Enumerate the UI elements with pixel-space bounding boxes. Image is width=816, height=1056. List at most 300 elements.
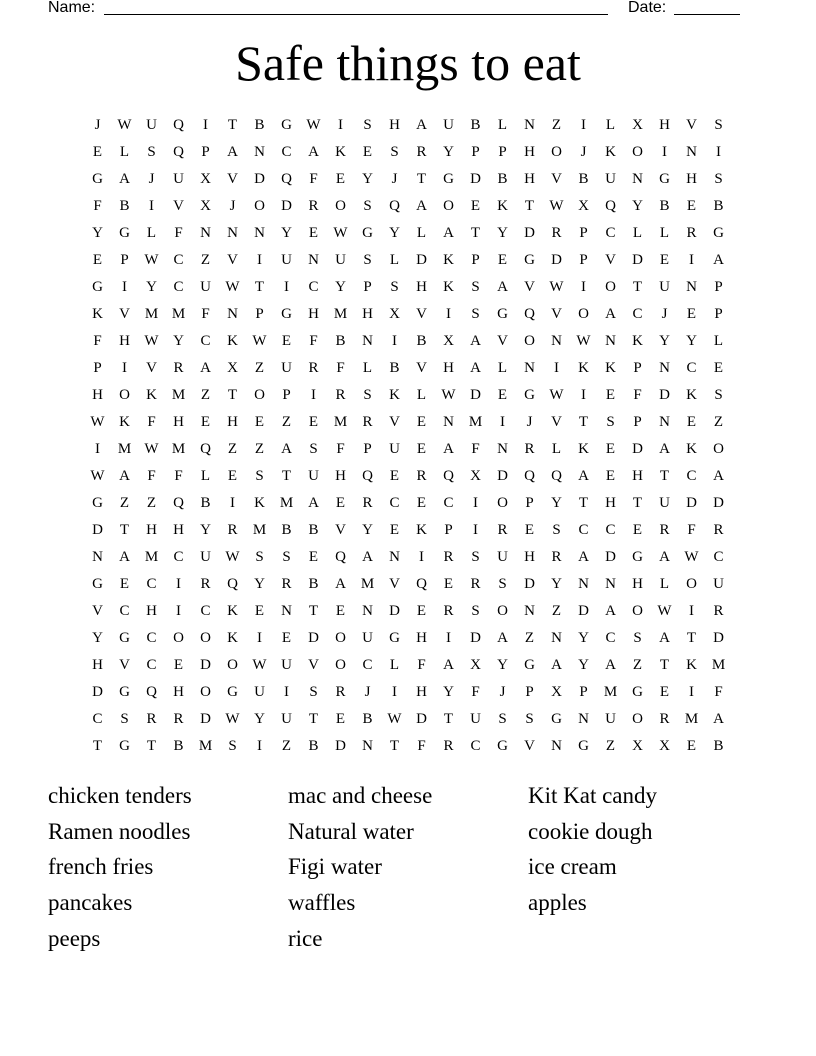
grid-letter[interactable]: Y [578,657,589,673]
grid-letter[interactable]: B [308,576,319,592]
grid-letter[interactable]: A [119,171,130,187]
grid-letter[interactable]: I [95,441,100,457]
grid-letter[interactable]: V [308,657,319,673]
grid-letter[interactable]: L [389,657,400,673]
grid-letter[interactable]: P [714,279,723,295]
grid-letter[interactable]: E [308,549,319,565]
grid-letter[interactable]: V [551,306,562,322]
grid-letter[interactable]: D [335,738,346,754]
grid-letter[interactable]: I [122,279,127,295]
grid-letter[interactable]: H [173,684,184,700]
grid-letter[interactable]: E [686,414,697,430]
grid-letter[interactable]: O [632,144,643,160]
grid-letter[interactable]: N [362,738,373,754]
grid-letter[interactable]: M [711,657,726,673]
grid-letter[interactable]: Y [281,225,292,241]
grid-letter[interactable]: M [252,522,267,538]
grid-letter[interactable]: M [171,441,186,457]
grid-letter[interactable]: A [443,225,454,241]
grid-letter[interactable]: H [389,117,400,133]
grid-letter[interactable]: S [525,711,534,727]
grid-letter[interactable]: R [362,414,373,430]
grid-letter[interactable]: K [578,441,589,457]
grid-letter[interactable]: A [713,711,724,727]
grid-letter[interactable]: B [389,360,400,376]
grid-letter[interactable]: W [549,387,564,403]
grid-letter[interactable]: N [605,576,616,592]
grid-letter[interactable]: H [119,333,130,349]
grid-letter[interactable]: P [498,144,507,160]
grid-letter[interactable]: N [524,603,535,619]
grid-letter[interactable]: F [471,684,480,700]
grid-letter[interactable]: S [282,549,291,565]
grid-letter[interactable]: Y [389,225,400,241]
grid-letter[interactable]: V [389,576,400,592]
grid-letter[interactable]: U [470,711,481,727]
grid-letter[interactable]: R [308,198,319,214]
grid-letter[interactable]: U [659,495,670,511]
grid-letter[interactable]: A [119,468,130,484]
grid-letter[interactable]: F [174,468,183,484]
grid-letter[interactable]: I [581,387,586,403]
grid-letter[interactable]: E [254,414,265,430]
grid-letter[interactable]: K [632,333,643,349]
grid-letter[interactable]: O [227,657,238,673]
grid-letter[interactable]: T [308,711,319,727]
grid-letter[interactable]: W [684,549,699,565]
grid-letter[interactable]: A [659,630,670,646]
grid-letter[interactable]: Y [443,144,454,160]
grid-letter[interactable]: F [417,738,426,754]
grid-letter[interactable]: M [333,306,348,322]
grid-letter[interactable]: M [360,576,375,592]
grid-letter[interactable]: U [281,360,292,376]
grid-letter[interactable]: U [281,252,292,268]
grid-letter[interactable]: I [473,495,478,511]
grid-letter[interactable]: E [335,711,346,727]
grid-letter[interactable]: P [363,441,372,457]
grid-letter[interactable]: A [605,603,616,619]
grid-letter[interactable]: O [605,279,616,295]
grid-letter[interactable]: D [416,711,427,727]
grid-letter[interactable]: T [578,414,589,430]
grid-letter[interactable]: I [149,198,154,214]
grid-letter[interactable]: N [551,333,562,349]
grid-letter[interactable]: K [119,414,130,430]
grid-letter[interactable]: Z [551,603,562,619]
grid-letter[interactable]: R [146,711,157,727]
grid-letter[interactable]: L [200,468,211,484]
grid-letter[interactable]: F [201,306,210,322]
grid-letter[interactable]: W [333,225,348,241]
grid-letter[interactable]: C [173,549,184,565]
grid-letter[interactable]: R [200,576,211,592]
grid-letter[interactable]: S [309,684,318,700]
grid-letter[interactable]: S [552,522,561,538]
grid-letter[interactable]: B [254,117,265,133]
grid-letter[interactable]: S [471,549,480,565]
grid-letter[interactable]: E [632,522,643,538]
grid-letter[interactable]: R [281,576,292,592]
grid-letter[interactable]: T [632,279,643,295]
grid-letter[interactable]: L [551,441,562,457]
grid-letter[interactable]: H [362,306,373,322]
grid-letter[interactable]: T [308,603,319,619]
grid-letter[interactable]: T [686,630,697,646]
grid-letter[interactable]: I [203,117,208,133]
grid-letter[interactable]: C [443,495,454,511]
grid-letter[interactable]: H [443,360,454,376]
grid-letter[interactable]: H [524,549,535,565]
grid-letter[interactable]: Z [254,441,265,457]
grid-letter[interactable]: I [689,603,694,619]
grid-letter[interactable]: J [364,684,371,700]
grid-letter[interactable]: S [714,117,723,133]
grid-letter[interactable]: A [551,657,562,673]
grid-letter[interactable]: W [252,333,267,349]
grid-letter[interactable]: W [144,441,159,457]
grid-letter[interactable]: D [389,603,400,619]
grid-letter[interactable]: I [257,738,262,754]
grid-letter[interactable]: E [281,333,292,349]
grid-letter[interactable]: D [632,252,643,268]
grid-letter[interactable]: X [632,738,643,754]
grid-letter[interactable]: P [579,684,588,700]
grid-letter[interactable]: V [389,414,400,430]
grid-letter[interactable]: V [119,657,130,673]
grid-letter[interactable]: Y [362,522,373,538]
grid-letter[interactable]: L [416,225,427,241]
grid-letter[interactable]: L [389,252,400,268]
grid-letter[interactable]: A [605,306,616,322]
grid-letter[interactable]: P [633,414,642,430]
grid-letter[interactable]: K [497,198,508,214]
grid-letter[interactable]: O [119,387,130,403]
grid-letter[interactable]: A [308,495,319,511]
grid-letter[interactable]: D [416,252,427,268]
grid-letter[interactable]: G [92,171,103,187]
grid-letter[interactable]: O [200,630,211,646]
grid-letter[interactable]: Z [227,441,238,457]
grid-letter[interactable]: E [200,414,211,430]
grid-letter[interactable]: V [686,117,697,133]
grid-letter[interactable]: O [254,387,265,403]
grid-letter[interactable]: T [632,495,643,511]
grid-letter[interactable]: Y [686,333,697,349]
grid-letter[interactable]: G [551,711,562,727]
grid-letter[interactable]: C [605,522,616,538]
grid-letter[interactable]: S [363,117,372,133]
grid-letter[interactable]: E [254,603,265,619]
grid-letter[interactable]: E [389,522,400,538]
grid-letter[interactable]: N [659,414,670,430]
grid-letter[interactable]: K [335,144,346,160]
grid-letter[interactable]: K [146,387,157,403]
grid-letter[interactable]: A [659,549,670,565]
grid-letter[interactable]: D [578,603,589,619]
grid-letter[interactable]: S [471,603,480,619]
grid-letter[interactable]: A [497,279,508,295]
grid-letter[interactable]: A [416,198,427,214]
grid-letter[interactable]: V [416,360,427,376]
grid-letter[interactable]: G [119,684,130,700]
grid-letter[interactable]: D [713,495,724,511]
grid-letter[interactable]: R [335,387,346,403]
grid-letter[interactable]: P [579,252,588,268]
grid-letter[interactable]: Y [146,279,157,295]
grid-letter[interactable]: R [416,144,427,160]
grid-letter[interactable]: D [254,171,265,187]
grid-letter[interactable]: K [686,387,697,403]
grid-letter[interactable]: I [230,495,235,511]
grid-letter[interactable]: S [363,387,372,403]
grid-letter[interactable]: B [119,198,130,214]
grid-letter[interactable]: Z [632,657,643,673]
grid-letter[interactable]: H [524,171,535,187]
grid-letter[interactable]: E [92,144,103,160]
grid-letter[interactable]: D [200,711,211,727]
grid-letter[interactable]: F [687,522,696,538]
grid-letter[interactable]: Q [524,468,535,484]
grid-letter[interactable]: J [580,144,587,160]
grid-letter[interactable]: D [659,387,670,403]
grid-letter[interactable]: W [387,711,402,727]
grid-letter[interactable]: J [391,171,398,187]
grid-letter[interactable]: E [308,414,319,430]
grid-letter[interactable]: G [227,684,238,700]
grid-letter[interactable]: R [227,522,238,538]
grid-letter[interactable]: F [93,198,102,214]
grid-letter[interactable]: S [471,306,480,322]
grid-letter[interactable]: S [633,630,642,646]
grid-letter[interactable]: W [252,657,267,673]
grid-letter[interactable]: X [470,468,481,484]
grid-letter[interactable]: T [578,495,589,511]
grid-letter[interactable]: K [389,387,400,403]
name-blank-line[interactable] [104,0,608,15]
grid-letter[interactable]: H [605,495,616,511]
grid-letter[interactable]: I [446,306,451,322]
grid-letter[interactable]: C [470,738,481,754]
grid-letter[interactable]: K [227,333,238,349]
grid-letter[interactable]: A [119,549,130,565]
grid-letter[interactable]: G [632,549,643,565]
grid-letter[interactable]: B [713,198,724,214]
grid-letter[interactable]: P [579,225,588,241]
grid-letter[interactable]: O [497,495,508,511]
grid-letter[interactable]: Q [605,198,616,214]
grid-letter[interactable]: E [686,738,697,754]
grid-letter[interactable]: Z [551,117,562,133]
grid-letter[interactable]: R [335,684,346,700]
grid-letter[interactable]: C [605,630,616,646]
grid-letter[interactable]: E [443,576,454,592]
grid-letter[interactable]: D [92,522,103,538]
grid-letter[interactable]: K [254,495,265,511]
grid-letter[interactable]: V [524,738,535,754]
grid-letter[interactable]: N [227,306,238,322]
grid-letter[interactable]: C [632,306,643,322]
grid-letter[interactable]: C [389,495,400,511]
grid-letter[interactable]: S [714,171,723,187]
grid-letter[interactable]: U [335,252,346,268]
grid-letter[interactable]: B [308,738,319,754]
grid-letter[interactable]: K [227,630,238,646]
grid-letter[interactable]: I [662,144,667,160]
grid-letter[interactable]: B [362,711,373,727]
grid-letter[interactable]: X [389,306,400,322]
grid-letter[interactable]: E [389,468,400,484]
grid-letter[interactable]: Y [443,684,454,700]
grid-letter[interactable]: U [281,657,292,673]
grid-letter[interactable]: E [416,603,427,619]
grid-letter[interactable]: T [92,738,103,754]
grid-letter[interactable]: F [336,441,345,457]
grid-letter[interactable]: N [497,441,508,457]
grid-letter[interactable]: I [392,684,397,700]
grid-letter[interactable]: K [416,522,427,538]
grid-letter[interactable]: C [686,468,697,484]
grid-letter[interactable]: Y [92,225,103,241]
grid-letter[interactable]: F [633,387,642,403]
grid-letter[interactable]: E [659,684,670,700]
grid-letter[interactable]: W [549,279,564,295]
grid-letter[interactable]: N [632,171,643,187]
grid-letter[interactable]: N [578,576,589,592]
grid-letter[interactable]: H [173,414,184,430]
grid-letter[interactable]: F [336,360,345,376]
grid-letter[interactable]: G [119,738,130,754]
grid-letter[interactable]: V [551,414,562,430]
grid-letter[interactable]: G [578,738,589,754]
grid-letter[interactable]: E [335,495,346,511]
grid-letter[interactable]: Y [632,198,643,214]
grid-letter[interactable]: O [443,198,454,214]
grid-letter[interactable]: U [389,441,400,457]
grid-letter[interactable]: R [524,441,535,457]
grid-letter[interactable]: B [470,117,481,133]
grid-letter[interactable]: U [362,630,373,646]
grid-letter[interactable]: Y [497,657,508,673]
grid-letter[interactable]: H [335,468,346,484]
grid-letter[interactable]: B [335,333,346,349]
grid-letter[interactable]: R [713,603,724,619]
grid-letter[interactable]: U [713,576,724,592]
grid-letter[interactable]: B [281,522,292,538]
grid-letter[interactable]: O [173,630,184,646]
grid-letter[interactable]: H [146,603,157,619]
grid-letter[interactable]: D [308,630,319,646]
grid-letter[interactable]: U [146,117,157,133]
grid-letter[interactable]: M [144,306,159,322]
grid-letter[interactable]: Y [200,522,211,538]
grid-letter[interactable]: Q [443,468,454,484]
grid-letter[interactable]: G [92,576,103,592]
grid-letter[interactable]: R [659,711,670,727]
grid-letter[interactable]: U [200,549,211,565]
grid-letter[interactable]: Z [146,495,157,511]
grid-letter[interactable]: A [713,468,724,484]
grid-letter[interactable]: Z [200,252,211,268]
grid-letter[interactable]: T [227,387,238,403]
grid-letter[interactable]: W [90,468,105,484]
grid-letter[interactable]: N [551,630,562,646]
grid-letter[interactable]: E [686,306,697,322]
grid-letter[interactable]: I [581,279,586,295]
grid-letter[interactable]: S [363,198,372,214]
grid-letter[interactable]: V [173,198,184,214]
grid-letter[interactable]: L [362,360,373,376]
grid-letter[interactable]: P [255,306,264,322]
grid-letter[interactable]: U [308,468,319,484]
grid-letter[interactable]: D [92,684,103,700]
grid-letter[interactable]: Y [362,171,373,187]
grid-letter[interactable]: E [416,414,427,430]
grid-letter[interactable]: U [659,279,670,295]
grid-letter[interactable]: C [146,576,157,592]
grid-letter[interactable]: W [225,549,240,565]
grid-letter[interactable]: B [578,171,589,187]
grid-letter[interactable]: W [225,711,240,727]
grid-letter[interactable]: H [146,522,157,538]
grid-letter[interactable]: B [713,738,724,754]
grid-letter[interactable]: Y [551,576,562,592]
grid-letter[interactable]: W [144,252,159,268]
grid-letter[interactable]: N [254,144,265,160]
grid-letter[interactable]: S [390,144,399,160]
grid-letter[interactable]: G [92,279,103,295]
grid-letter[interactable]: K [92,306,103,322]
grid-letter[interactable]: X [443,333,454,349]
grid-letter[interactable]: G [713,225,724,241]
grid-letter[interactable]: E [416,495,427,511]
grid-letter[interactable]: I [284,279,289,295]
grid-letter[interactable]: Y [173,333,184,349]
grid-letter[interactable]: C [200,333,211,349]
grid-letter[interactable]: K [578,360,589,376]
grid-letter[interactable]: Y [254,711,265,727]
grid-letter[interactable]: S [147,144,156,160]
grid-letter[interactable]: Q [335,549,346,565]
grid-letter[interactable]: P [282,387,291,403]
grid-letter[interactable]: F [309,171,318,187]
grid-letter[interactable]: E [308,225,319,241]
grid-letter[interactable]: X [659,738,670,754]
grid-letter[interactable]: S [228,738,237,754]
grid-letter[interactable]: M [171,306,186,322]
grid-letter[interactable]: D [524,225,535,241]
grid-letter[interactable]: K [605,144,616,160]
grid-letter[interactable]: R [362,495,373,511]
grid-letter[interactable]: J [148,171,155,187]
grid-letter[interactable]: O [632,711,643,727]
grid-letter[interactable]: D [551,252,562,268]
grid-letter[interactable]: F [147,468,156,484]
grid-letter[interactable]: I [338,117,343,133]
grid-letter[interactable]: A [659,441,670,457]
grid-letter[interactable]: G [389,630,400,646]
grid-letter[interactable]: R [173,360,184,376]
grid-letter[interactable]: W [306,117,321,133]
grid-letter[interactable]: Y [335,279,346,295]
grid-letter[interactable]: E [605,387,616,403]
grid-letter[interactable]: C [119,603,130,619]
grid-letter[interactable]: I [176,576,181,592]
grid-letter[interactable]: P [525,495,534,511]
grid-letter[interactable]: B [497,171,508,187]
grid-letter[interactable]: K [686,657,697,673]
grid-letter[interactable]: J [661,306,668,322]
